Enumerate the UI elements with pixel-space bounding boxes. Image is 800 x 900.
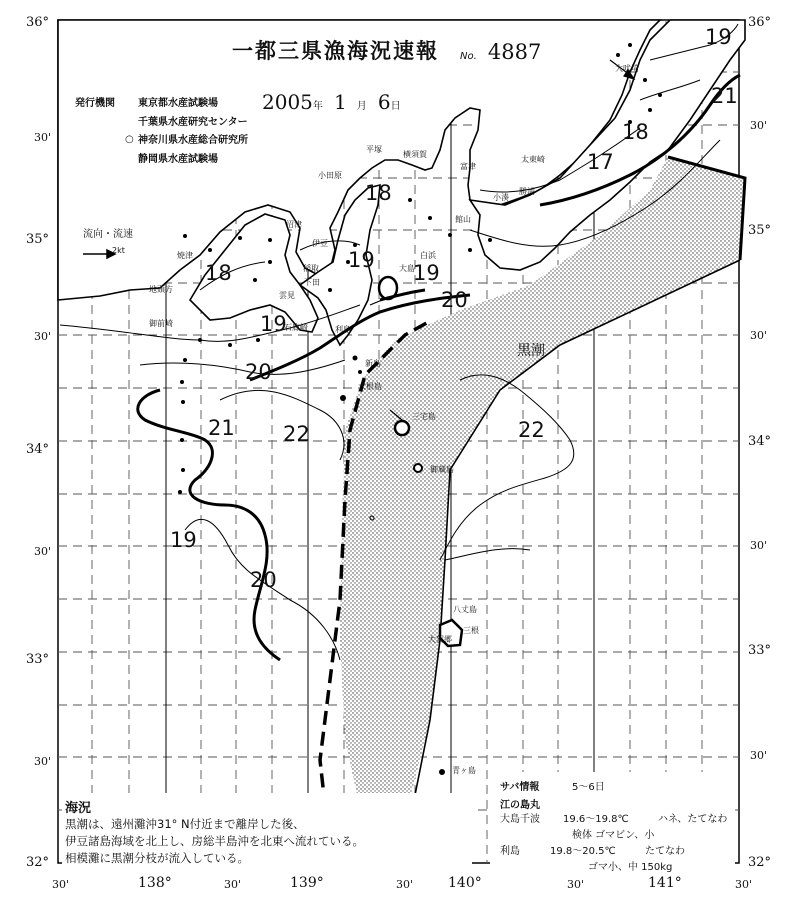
isotherm-label: 21 [208, 416, 235, 440]
date-year-unit: 年 [312, 101, 323, 112]
place-label: 地頭方 [149, 285, 173, 294]
publisher-org-3: 神奈川県水産総合研究所 [138, 135, 248, 146]
place-label: 白浜 [420, 251, 436, 260]
isotherm-label: 19 [260, 312, 287, 336]
mikura-island [414, 464, 422, 472]
place-label: 焼津 [177, 251, 193, 260]
lon-140: 140° [448, 875, 482, 891]
lat-left-3230: 30' [34, 755, 52, 768]
date-day-unit: 日 [390, 101, 401, 112]
saba-vessel: 江の島丸 [500, 800, 540, 811]
report-line: 相模灘に黒潮分枝が流入している。 [65, 851, 249, 865]
place-label: 青ヶ島 [452, 766, 476, 775]
place-label: 三宅島 [412, 412, 436, 421]
saba-area: 大島千波 [500, 814, 540, 825]
date-month: 1 [334, 90, 347, 114]
place-label: 小田原 [318, 171, 342, 180]
isotherm-label: 17 [587, 150, 614, 174]
lat-right-33: 33° [748, 643, 772, 658]
mackerel-info [490, 772, 735, 872]
lat-left-3330: 30' [34, 545, 52, 558]
issue-number [460, 42, 541, 63]
saba-temp: 19.6～19.8℃ [563, 814, 629, 825]
place-label: 伊豆 [312, 239, 328, 248]
isotherm-label: 21 [711, 84, 738, 108]
lat-right-3230: 30' [750, 749, 768, 762]
isotherm-label: 19 [705, 25, 732, 49]
place-label: 下田 [304, 278, 320, 287]
report-line: 伊豆諸島海域を北上し、房総半島沖を北東へ流れている。 [65, 834, 364, 848]
lat-right-32: 32° [748, 855, 772, 870]
current-legend-label: 流向・流速 [83, 229, 133, 240]
lat-left-35: 35° [26, 232, 50, 247]
place-label: 太東崎 [521, 155, 545, 164]
isotherm-label: 18 [205, 261, 232, 285]
lat-left-36: 36° [26, 15, 50, 30]
report-heading: 海況 [65, 801, 92, 816]
lon-1413: 30' [735, 878, 753, 891]
publisher-org-2: 千葉県水産研究センター [138, 117, 248, 128]
place-label: 雲見 [279, 291, 295, 300]
place-label: 三根 [463, 626, 479, 635]
lon-1373: 30' [52, 878, 70, 891]
place-label: 勝浦 [519, 187, 535, 196]
kuroshio-label: 黒潮 [517, 343, 545, 359]
publisher-org-1: 東京都水産試験場 [138, 98, 218, 109]
place-label: 沼津 [286, 220, 302, 229]
date-year: 2005 [262, 90, 313, 114]
isotherm-label: 20 [250, 568, 277, 592]
place-label: 大賀郷 [428, 635, 452, 644]
place-label: 新島 [365, 359, 381, 368]
place-label: 館山 [455, 215, 471, 224]
place-label: 平塚 [366, 145, 382, 154]
miyake-island [395, 421, 409, 435]
place-label: 利島 [335, 325, 351, 334]
sea-condition-report [62, 793, 472, 869]
isotherm-label: 20 [441, 288, 468, 312]
saba-gear: ハネ、たてなわ [658, 814, 728, 825]
saba-temp: 19.8～20.5℃ [550, 846, 616, 857]
date-month-unit: 月 [356, 101, 367, 112]
saba-period: 5～6日 [572, 782, 605, 793]
place-label: 御蔵島 [430, 465, 454, 474]
lat-right-3530: 30' [750, 119, 768, 132]
isotherm-label: 22 [518, 418, 545, 442]
map-title: 一都三県漁海況速報 [232, 38, 439, 63]
isotherm-label: 20 [245, 360, 272, 384]
place-label: 富津 [460, 162, 476, 171]
isotherm-label: 19 [413, 261, 440, 285]
isotherm-label: 18 [365, 181, 392, 205]
lat-right-3430: 30' [750, 329, 768, 342]
lon-1383: 30' [224, 878, 242, 891]
lat-left-32: 32° [26, 855, 50, 870]
report-line: 黒潮は、遠州灘沖31° N付近まで離岸した後、 [65, 817, 305, 831]
isotherm-label: 22 [283, 422, 310, 446]
isotherm-label: 19 [348, 248, 375, 272]
publisher-label: 発行機関 [75, 98, 115, 109]
place-label: 石廊崎 [284, 323, 308, 332]
place-label: 横須賀 [403, 150, 427, 159]
saba-heading: サバ情報 [500, 782, 540, 793]
saba-sample: ゴマ小、中 150kg [588, 862, 673, 873]
place-label: 八丈島 [453, 605, 477, 614]
lon-141: 141° [648, 875, 682, 891]
saba-area: 利島 [500, 846, 520, 857]
lat-right-36: 36° [748, 15, 772, 30]
place-label: 小湊 [493, 193, 509, 202]
isotherm-label: 18 [622, 120, 649, 144]
issue-date [262, 92, 401, 112]
place-label: 御前崎 [149, 319, 173, 328]
lat-right-34: 34° [748, 434, 772, 449]
lon-1403: 30' [567, 878, 585, 891]
current-legend-speed: 2kt [112, 246, 125, 255]
lat-left-33: 33° [26, 652, 50, 667]
publisher-org-4: 静岡県水産試験場 [138, 154, 218, 165]
lon-139: 139° [290, 875, 324, 891]
saba-gear: たてなわ [645, 846, 685, 857]
place-label: 式根島 [358, 382, 382, 391]
issue-prefix: No. [460, 51, 477, 62]
lat-right-3330: 30' [750, 539, 768, 552]
issue-value: 4887 [487, 40, 542, 64]
isotherm-label: 19 [170, 528, 197, 552]
saba-sample: 検体 ゴマビン、小 [572, 830, 655, 841]
lat-left-3430: 30' [34, 330, 52, 343]
lon-1393: 30' [396, 878, 414, 891]
place-label: 大吠埼 [615, 64, 639, 73]
place-label: 稲取 [303, 264, 319, 273]
date-day: 6 [377, 90, 391, 114]
lat-left-3530: 30' [34, 131, 52, 144]
publisher-org-3-marker: ○ [125, 134, 134, 145]
place-label: 大島 [399, 264, 415, 273]
lat-left-34: 34° [26, 442, 50, 457]
lat-right-35: 35° [748, 223, 772, 238]
lon-138: 138° [138, 875, 172, 891]
